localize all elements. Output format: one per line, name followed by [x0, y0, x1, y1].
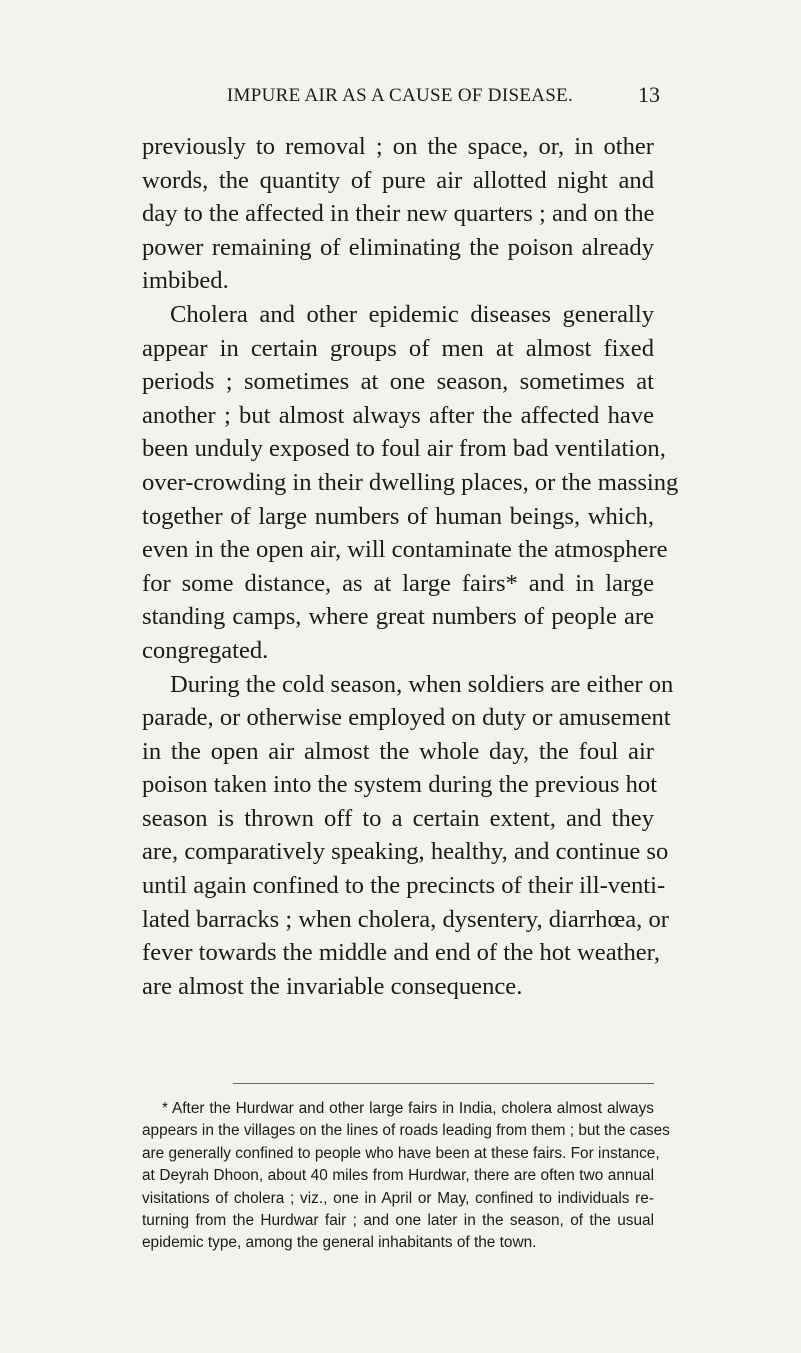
- body-line: day to the affected in their new quarters ; and on the: [142, 200, 655, 228]
- body-line: previously to removal ; on the space, or, in other: [142, 133, 654, 160]
- body-line: During the cold season, when soldiers are either on: [170, 670, 674, 698]
- footnote-divider: [233, 1083, 654, 1084]
- footnote-line: are generally confined to people who have been at these fairs. For instance,: [142, 1144, 660, 1162]
- body-line: are almost the invariable consequence.: [142, 972, 523, 1000]
- footnote-line: turning from the Hurdwar fair ; and one later in the season, of the usual: [142, 1212, 654, 1230]
- body-line: poison taken into the system during the previous hot: [142, 771, 658, 799]
- body-line: power remaining of eliminating the poison already: [142, 233, 654, 261]
- body-line: appear in certain groups of men at almost fixed: [142, 334, 654, 362]
- footnote-line: at Deyrah Dhoon, about 40 miles from Hurdwar, there are often two annual: [142, 1167, 654, 1185]
- body-line: are, comparatively speaking, healthy, and continue so: [142, 838, 669, 866]
- footnote: [142, 1098, 670, 1255]
- body-line: together of large numbers of human beings, which,: [142, 502, 654, 530]
- body-line: for some distance, as at large fairs* and in large: [142, 569, 654, 597]
- body-line: Cholera and other epidemic diseases generally: [170, 300, 654, 328]
- body-line: another ; but almost always after the affected have: [142, 401, 654, 429]
- body-line: season is thrown off to a certain extent, and they: [142, 804, 654, 832]
- body-text: [142, 130, 679, 1003]
- body-line: periods ; sometimes at one season, sometimes at: [142, 368, 654, 396]
- running-head: IMPURE AIR AS A CAUSE OF DISEASE.: [226, 85, 574, 106]
- body-line: even in the open air, will contaminate the atmosphere: [142, 536, 668, 564]
- footnote-line: appears in the villages on the lines of roads leading from them ; but the cases: [142, 1122, 670, 1140]
- body-line: imbibed.: [142, 267, 229, 295]
- body-line: standing camps, where great numbers of people are: [142, 603, 654, 631]
- body-line: congregated.: [142, 636, 269, 664]
- body-line: lated barracks ; when cholera, dysentery, diarrhœa, or: [142, 905, 669, 933]
- body-line: been unduly exposed to foul air from bad ventilation,: [142, 435, 666, 463]
- body-line: until again confined to the precincts of their ill-venti-: [142, 872, 666, 900]
- footnote-line: * After the Hurdwar and other large fairs in India, cholera almost always: [162, 1100, 654, 1117]
- body-line: parade, or otherwise employed on duty or amusement: [142, 704, 671, 732]
- footnote-line: visitations of cholera ; viz., one in April or May, confined to individuals re-: [142, 1189, 654, 1207]
- body-line: words, the quantity of pure air allotted night and: [142, 166, 654, 194]
- footnote-line: epidemic type, among the general inhabitants of the town.: [142, 1234, 537, 1252]
- body-line: in the open air almost the whole day, the foul air: [142, 737, 654, 765]
- page-number: 13: [638, 82, 660, 107]
- body-line: fever towards the middle and end of the hot weather,: [142, 939, 661, 967]
- body-line: over-crowding in their dwelling places, or the massing: [142, 468, 679, 496]
